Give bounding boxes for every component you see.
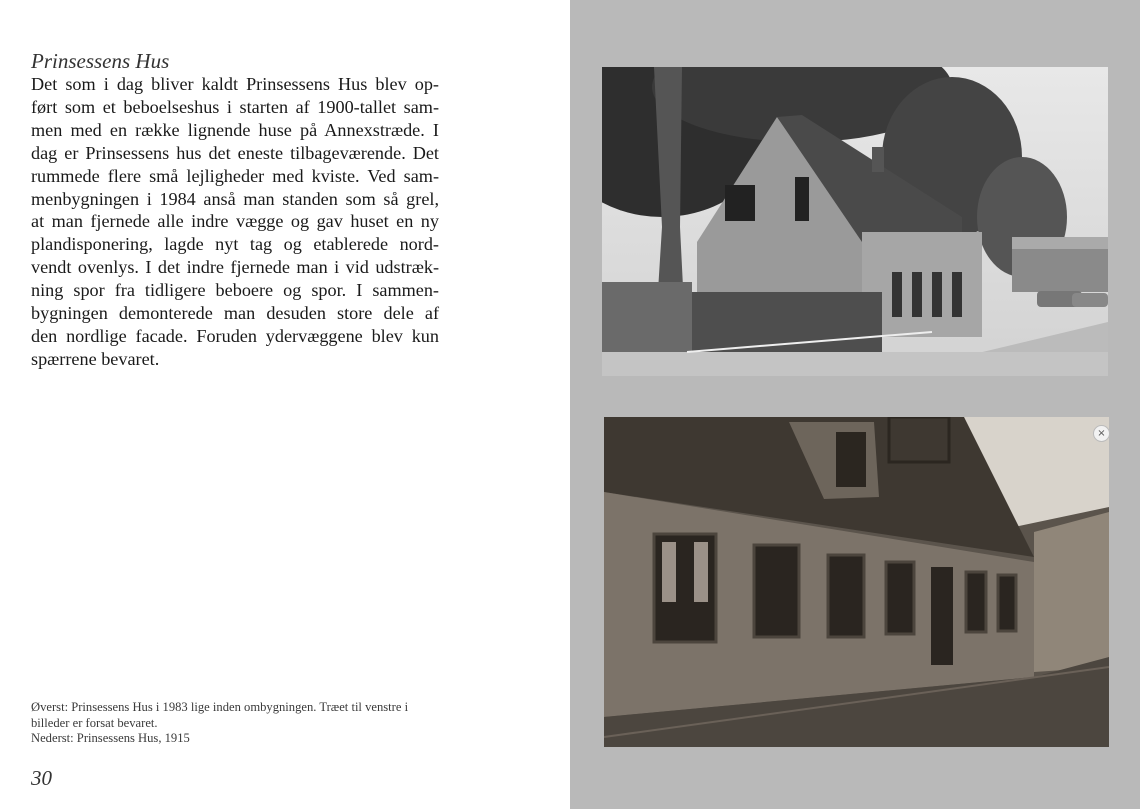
body-line: Det som i dag bliver kaldt Prinsessens Hus blev op- bbox=[31, 74, 439, 94]
body-line: plandisponering, lagde nyt tag og etablerede nord- bbox=[31, 234, 439, 255]
page-number: 30 bbox=[31, 766, 52, 790]
photo-caption bbox=[31, 700, 451, 747]
body-line: men med en række lignende huse på Annexstræde. I bbox=[31, 119, 439, 140]
caption-line: billeder er forsat bevaret. bbox=[31, 715, 158, 730]
body-line: dag er Prinsessens hus det eneste tilbageværende. Det bbox=[31, 142, 439, 163]
photo-1915 bbox=[604, 417, 1109, 747]
close-icon[interactable]: × bbox=[1093, 425, 1110, 442]
body-line: den nordlige facade. Foruden ydervæggene blev kun bbox=[31, 325, 439, 346]
body-line: rummede flere små lejligheder med kviste. Ved sam- bbox=[31, 165, 439, 186]
caption-line: Nederst: Prinsessens Hus, 1915 bbox=[31, 731, 190, 745]
body-line: spærrene bevaret. bbox=[31, 348, 160, 369]
body-text bbox=[31, 73, 439, 371]
caption-line: Øverst: Prinsessens Hus i 1983 lige inden ombygningen. Træet til venstre i bbox=[31, 700, 409, 714]
body-line: ført som et beboelseshus i starten af 1900-tallet sam- bbox=[31, 96, 439, 117]
photo-1983-drawing bbox=[602, 67, 1108, 376]
body-line: at man fjernede alle indre vægge og gav huset en ny bbox=[31, 211, 439, 232]
photo-1915-drawing bbox=[604, 417, 1109, 747]
body-line: vendt ovenlys. I det indre fjernede man i vid udstræk- bbox=[31, 257, 439, 278]
body-line: ning spor fra tidligere beboere og spor. I sammen- bbox=[31, 280, 439, 301]
photo-1983 bbox=[602, 67, 1108, 376]
body-line: menbygningen i 1984 anså man standen som så grel, bbox=[31, 188, 439, 209]
body-line: bygningen demonterede man desuden store dele af bbox=[31, 303, 439, 324]
section-heading: Prinsessens Hus bbox=[31, 49, 170, 73]
